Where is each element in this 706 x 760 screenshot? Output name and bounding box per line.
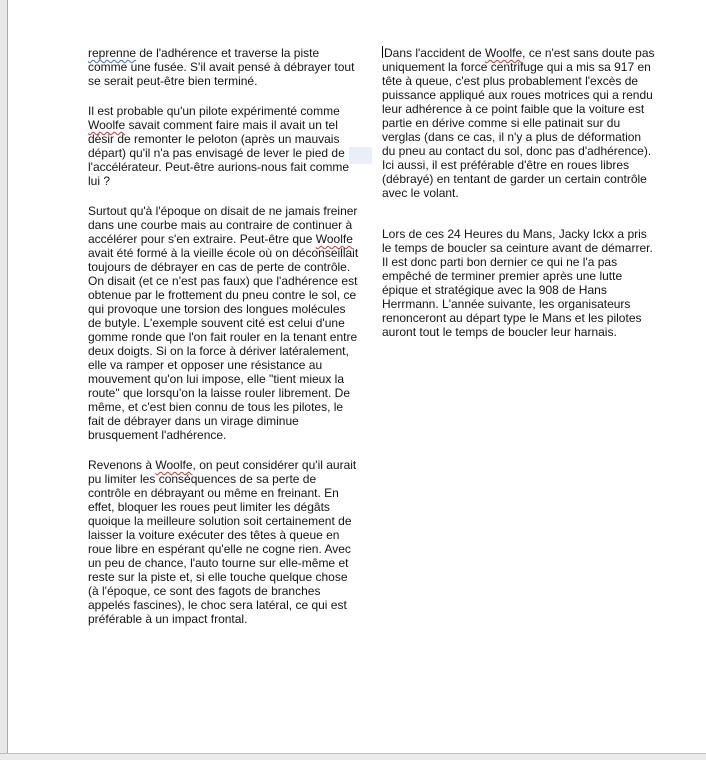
paragraph[interactable] xyxy=(88,46,361,88)
text-run[interactable]: , on peut considérer qu'il aurait pu limiter les conséquences de sa perte de contrôle en débrayant ou même en freinant. En effet, bloquer les roues peut limiter les dégâts quoique la meilleure solution soit certainement de laisser la voiture exécuter des têtes à queue en roue libre en espérant qu'elle ne cogne rien. Avec un peu de chance, l'auto tourne sur elle-même et reste sur la piste et, si elle touche quelque chose (à l'époque, ce sont des fagots de branches appelés fascines), le choc sera latéral, ce qui est préférable à un impact frontal. xyxy=(88,458,357,626)
paragraph[interactable] xyxy=(382,46,655,200)
text-run[interactable]: avait été formé à la vieille école où on déconseillait toujours de débrayer en cas de perte de contrôle. On disait (et ce n'est pas faux) que l'adhérence est obtenue par le frottement du pneu contre le sol, ce qui provoque une torsion des longues molécules de butyle. L'exemple souvent cité est celui d'une gomme ronde que l'on fait rouler en la tenant entre deux doigts. Si on la force à dériver latéralement, elle va ramper et opposer une résistance au mouvement qu'on lui impose, elle "tient mieux la route" que lorsqu'on la laisse rouler librement. De même, et c'est bien connu de tous les pilotes, le fait de débrayer dans un virage diminue brusquement l'adhérence. xyxy=(88,246,359,442)
paragraph[interactable] xyxy=(382,227,655,339)
misspelled-word[interactable]: Woolfe xyxy=(155,458,193,472)
document-column-right[interactable] xyxy=(382,46,655,355)
text-run[interactable]: savait comment faire mais il avait un tel désir de remonter le peloton (après un mauvais départ) qu'il n'a pas envisagé de lever le pied de l'accélérateur. Peut-être aurions-nous fait comme lui ? xyxy=(88,118,350,188)
text-run[interactable]: Il est probable qu'un pilote expérimenté comme xyxy=(88,104,340,118)
text-run[interactable]: de l'adhérence et traverse la piste comme une fusée. S'il avait pensé à débrayer tout se serait peut-être bien terminé. xyxy=(88,46,355,88)
grammar-flagged-word[interactable]: reprenne xyxy=(88,46,137,60)
text-run[interactable]: , ce n'est sans doute pas uniquement la force centrifuge qui a mis sa 917 en tête à queue, c'est plus probablement l'excès de puissance appliqué aux roues motrices qui a rendu leur adhérence à ce point faible que la voiture est partie en dérive comme si elle patinait sur du verglas (dans ce cas, il n'y a plus de déformation du pneu au contact du sol, donc pas d'adhérence). Ici aussi, il est préférable d'être en roues libres (débrayé) en tentant de garder un certain contrôle avec le volant. xyxy=(382,46,655,200)
text-run[interactable]: Lors de ces 24 Heures du Mans, Jacky Ickx a pris le temps de boucler sa ceinture avant de démarrer. Il est donc parti bon dernier ce qui ne l'a pas empêché de terminer premier après une lutte épique et stratégique avec la 908 de Hans Herrmann. L'année suivante, les organisateurs renonceront au départ type le Mans et les pilotes auront tout le temps de boucler leur harnais. xyxy=(382,227,653,339)
misspelled-word[interactable]: Woolfe xyxy=(485,46,523,60)
paragraph[interactable] xyxy=(88,204,361,442)
misspelled-word[interactable]: Woolfe xyxy=(315,232,353,246)
text-run[interactable]: Dans l'accident de xyxy=(384,46,486,60)
document-column-left[interactable] xyxy=(88,46,361,642)
misspelled-word[interactable]: Woolfe xyxy=(88,118,126,132)
paragraph[interactable] xyxy=(88,104,361,188)
paragraph[interactable] xyxy=(88,458,361,626)
text-cursor xyxy=(382,46,383,58)
text-run[interactable]: Surtout qu'à l'époque on disait de ne jamais freiner dans une courbe mais au contraire de continuer à accélérer pour s'en extraire. Peut-être que xyxy=(88,204,358,246)
text-run[interactable]: Revenons à xyxy=(88,458,156,472)
app-background-left-strip xyxy=(0,0,8,759)
